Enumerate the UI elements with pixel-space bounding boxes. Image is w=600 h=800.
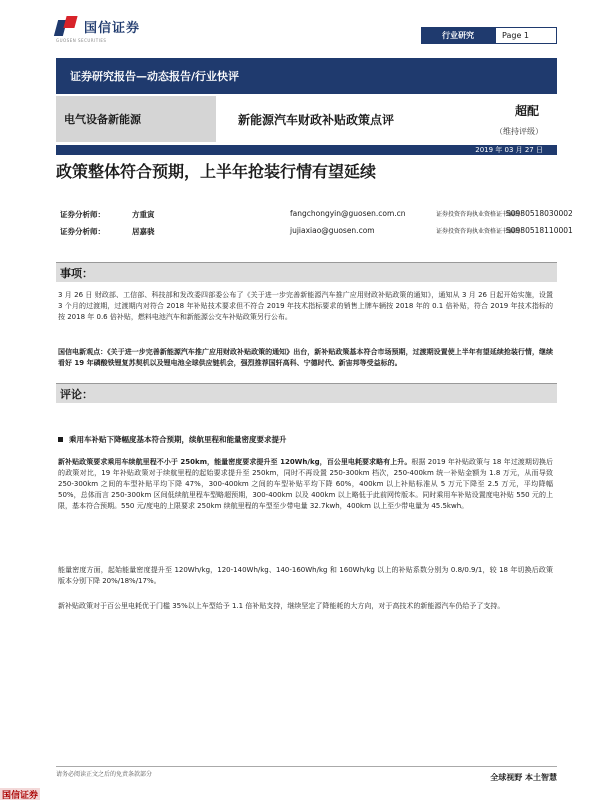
comment-body: 根据 2019 年补贴政策与 18 年过渡期切换后的政策对比，19 年补贴政策对于续航里程的起始要求提升至 250km，同时不再设置 250-300km 档次，250-400km 统一补贴金额为 1.8 万元，从而导致 250-300km 之间的车型补贴平均下降 47%，300-400km 之间的车型补贴平均下降 60%，400km 以上补贴标准从 5 万元下降至 2.5 万元，平均降幅 50%，总体而言 250-300km 区间低续航里程车型略超预期，300-400km 以及 400km 以上略低于此前网传版本。同时乘用车补贴设置度电补贴 550 元的上限，基本符合预期。550 元/度电的上限要求 250km 续航里程的车型至少带电量 32.7kwh，400km 以上至少带电量为 45.5kwh。 xyxy=(58,458,553,510)
report-title: 政策整体符合预期，上半年抢装行情有望延续 xyxy=(56,162,377,181)
comment-lead: 新补贴政策要求乘用车续航里程不小于 250km，能量密度要求提升至 120Wh/kg，百公里电耗要求略有上升。 xyxy=(58,458,412,466)
analyst-name: 方重寅 xyxy=(132,210,155,219)
bullet-text: 乘用车补贴下降幅度基本符合预期，续航里程和能量密度要求提升 xyxy=(69,435,287,444)
page-indicator xyxy=(495,27,557,44)
bullet-square-icon xyxy=(58,437,63,442)
footer-divider xyxy=(56,766,557,767)
report-subtitle: 新能源汽车财政补贴政策点评 xyxy=(238,112,395,127)
rating: 超配 xyxy=(514,104,539,118)
brand-subtitle: GUOSEN SECURITIES xyxy=(56,38,107,43)
analyst-row xyxy=(56,209,573,221)
company-logo xyxy=(56,16,140,36)
section-header-comment: 评论： xyxy=(56,383,557,403)
footer-disclaimer: 请务必阅读正文之后的免责条款部分 xyxy=(56,771,153,778)
analyst-name: 居嘉骁 xyxy=(132,227,155,236)
comment-paragraph-3: 新补贴政策对于百公里电耗优于门槛 35%以上车型给予 1.1 倍补贴支持，继续坚定了降能耗的大方向，对于高技术的新能源汽车仍给予了支持。 xyxy=(58,602,505,610)
comment-bullet xyxy=(58,434,553,445)
analyst-cert-number: S0980518030002 xyxy=(506,209,573,218)
event-paragraph: 3 月 26 日 财政部、工信部、科技部和发改委四部委公布了《关于进一步完善新能源汽车推广应用财政补贴政策的通知》，通知从 3 月 26 日起开始实施，设置 3 个月的过渡期，过渡期内对符合 2018 年补贴技术要求但不符合 2019 年技术指标要求的销售上牌车辆按 2018 年的 0.1 倍补贴，符合 2019 年技术指标的按 2018 年 0.6 倍补贴，燃料电池汽车和新能源公交车补贴政策另行公布。 xyxy=(58,291,553,321)
analyst-email[interactable]: fangchongyin@guosen.com.cn xyxy=(290,209,406,218)
analyst-cert-number: S0980518110001 xyxy=(506,226,573,235)
page-number: 1 xyxy=(523,31,530,40)
date-strip xyxy=(56,145,557,155)
section-header-event: 事项： xyxy=(56,262,557,282)
industry-label: 电气设备新能源 xyxy=(56,96,216,142)
subject-row xyxy=(56,96,557,142)
corner-watermark: 国信证券 xyxy=(0,788,40,800)
page-label: Page xyxy=(502,31,522,40)
comment-paragraph-2: 能量密度方面，起始能量密度提升至 120Wh/kg，120-140Wh/kg、140-160Wh/kg 和 160Wh/kg 以上的补贴系数分别为 0.8/0.9/1，较 18 年切换后政策版本分别下降 20%/18%/17%。 xyxy=(58,566,553,585)
report-category-tag: 行业研究 xyxy=(421,27,495,44)
analyst-role: 证券分析师： xyxy=(60,210,105,219)
analyst-cert-label: 证券投资咨询执业资格证书编码： xyxy=(436,228,527,235)
comment-paragraph-1 xyxy=(58,457,553,512)
analyst-email[interactable]: jujiaxiao@guosen.com xyxy=(290,226,375,235)
rating-note: （维持评级） xyxy=(495,127,543,136)
viewpoint-paragraph: 国信电新观点：《关于进一步完善新能源汽车推广应用财政补贴政策的通知》出台，新补贴政策基本符合市场预期，过渡期设置使上半年有望延续抢装行情，继续看好 19 年磷酸铁锂复苏契机以及锂电池全球供应链机会，强烈推荐国轩高科、宁德时代、新宙邦等受益标的。 xyxy=(58,348,553,367)
logo-icon xyxy=(56,16,78,36)
analyst-cert-label: 证券投资咨询执业资格证书编码： xyxy=(436,211,527,218)
report-date: 2019 年 03 月 27 日 xyxy=(475,146,543,154)
brand-name: 国信证券 xyxy=(84,20,141,36)
analyst-role: 证券分析师： xyxy=(60,227,105,236)
analyst-row xyxy=(56,226,573,238)
footer-slogan: 全球视野 本土智慧 xyxy=(490,773,557,782)
report-type-banner: 证券研究报告—动态报告/行业快评 xyxy=(56,58,557,94)
